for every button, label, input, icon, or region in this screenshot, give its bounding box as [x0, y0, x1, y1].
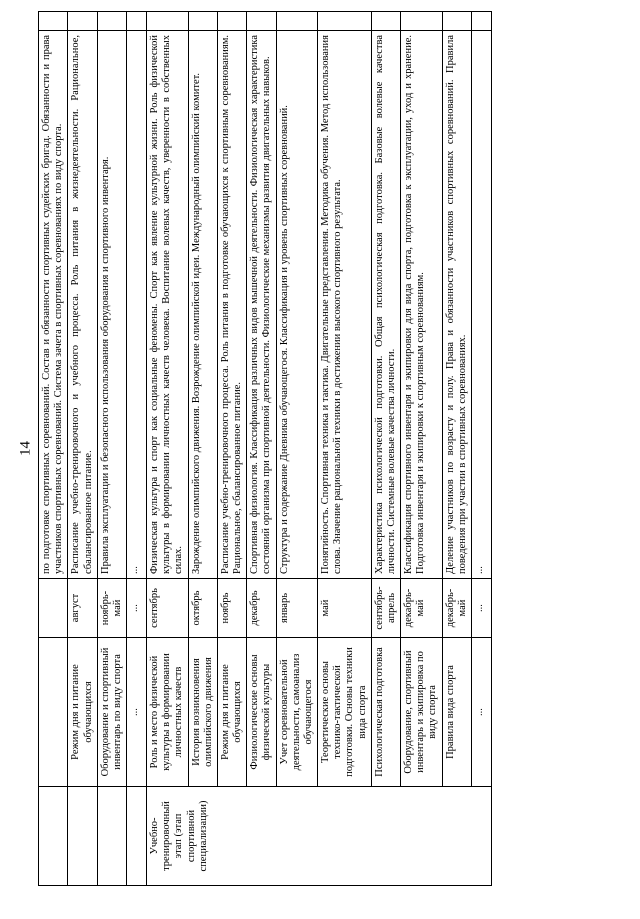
stage-cell	[39, 787, 68, 886]
spacer-cell	[188, 12, 217, 31]
rotated-page-content	[38, 11, 578, 886]
content-cell: Деление участников по возрасту и полу. Права и обязанности участников спортивных соревнований. Правила поведения при участии в спортивных соревнованиях.	[442, 31, 471, 579]
topic-cell: ...	[127, 638, 147, 787]
month-cell: декабрь	[247, 579, 276, 638]
content-cell: по подготовке спортивных соревнований. Состав и обязанности спортивных судейских бригад. Обязанности и права участников спортивных соревнований. Система зачета в спортивных соревнованиях по виду спорта.	[39, 31, 68, 579]
month-cell: май	[318, 579, 372, 638]
table-row-ellipsis	[127, 12, 147, 886]
spacer-cell	[371, 12, 400, 31]
table-row	[217, 12, 246, 886]
month-cell: ...	[127, 579, 147, 638]
stage-cell	[68, 787, 97, 886]
table-row	[68, 12, 97, 886]
table-row	[276, 12, 318, 886]
topic-cell: ...	[471, 638, 491, 787]
table-row	[247, 12, 276, 886]
content-cell: Классификация спортивного инвентаря и экипировки для вида спорта, подготовка к эксплуатации, уход и хранение. Подготовка инвентаря и экипировки к спортивным соревнованиям.	[401, 31, 443, 579]
spacer-cell	[247, 12, 276, 31]
month-cell: ноябрь-май	[97, 579, 126, 638]
content-cell: Расписание учебно-тренировочного процесса. Роль питания в подготовке обучающихся к спортивным соревнованиям. Рациональное, сбалансированное питание.	[217, 31, 246, 579]
topic-cell: Роль и место физической культуры в формировании личностных качеств	[147, 638, 189, 787]
content-cell: Расписание учебно-тренировочного и учебного процесса. Роль питания в жизнедеятельности. Рациональное, сбалансированное питание.	[68, 31, 97, 579]
topic-cell: Теоретические основы технико-тактической подготовки. Основы техники вида спорта	[318, 638, 372, 787]
stage-label: Учебно-тренировочный этап (этап спортивной специализации)	[147, 787, 492, 886]
month-cell	[39, 579, 68, 638]
content-cell: Понятийность. Спортивная техника и тактика. Двигательные представления. Методика обучения. Метод использования слова. Значение рациональной техники в достижении высокого спортивного результата.	[318, 31, 372, 579]
content-cell: Характеристика психологической подготовки. Общая психологическая подготовка. Базовые волевые качества личности. Системные волевые качества личности.	[371, 31, 400, 579]
month-cell: сентябрь-апрель	[371, 579, 400, 638]
spacer-cell	[39, 12, 68, 31]
topic-cell: Правила вида спорта	[442, 638, 471, 787]
topic-cell: Режим дня и питание обучающихся	[68, 638, 97, 787]
spacer-cell	[471, 12, 491, 31]
page-number: 14	[17, 441, 34, 456]
topic-cell: Физиологические основы физической культуры	[247, 638, 276, 787]
stage-cell	[127, 787, 147, 886]
spacer-cell	[97, 12, 126, 31]
table-row	[401, 12, 443, 886]
month-cell: октябрь	[188, 579, 217, 638]
table-row	[97, 12, 126, 886]
month-cell: декабрь-май	[442, 579, 471, 638]
spacer-cell	[68, 12, 97, 31]
table-row	[147, 12, 189, 886]
training-plan-table	[38, 11, 492, 886]
spacer-cell	[442, 12, 471, 31]
month-cell: декабрь-май	[401, 579, 443, 638]
topic-cell: Оборудование, спортивный инвентарь и экипировка по виду спорта	[401, 638, 443, 787]
table-row	[39, 12, 68, 886]
topic-cell: Учет соревновательной деятельности, самоанализ обучающегося	[276, 638, 318, 787]
topic-cell: Режим дня и питание обучающихся	[217, 638, 246, 787]
month-cell: август	[68, 579, 97, 638]
table-row	[318, 12, 372, 886]
content-cell: Структура и содержание Дневника обучающегося. Классификация и уровень спортивных соревнований.	[276, 31, 318, 579]
content-cell: Правила эксплуатации и безопасного использования оборудования и спортивного инвентаря.	[97, 31, 126, 579]
spacer-cell	[217, 12, 246, 31]
spacer-cell	[401, 12, 443, 31]
content-cell: ...	[471, 31, 491, 579]
content-cell: Физическая культура и спорт как социальные феномены. Спорт как явление культурной жизни. Роль физической культуры в формировании личностных качеств человека. Воспитание волевых качеств, уверенности в собственных силах.	[147, 31, 189, 579]
month-cell: сентябрь	[147, 579, 189, 638]
spacer-cell	[147, 12, 189, 31]
month-cell: ноябрь	[217, 579, 246, 638]
table-row	[371, 12, 400, 886]
spacer-cell	[276, 12, 318, 31]
table-row	[188, 12, 217, 886]
content-cell: Спортивная физиология. Классификация различных видов мышечной деятельности. Физиологическая характеристика состояний организма при спортивной деятельности. Физиологические механизмы развития двигательных навыков.	[247, 31, 276, 579]
topic-cell: Оборудование и спортивный инвентарь по виду спорта	[97, 638, 126, 787]
table-row-ellipsis	[471, 12, 491, 886]
topic-cell: Психологическая подготовка	[371, 638, 400, 787]
spacer-cell	[318, 12, 372, 31]
topic-cell: История возникновения олимпийского движения	[188, 638, 217, 787]
month-cell: январь	[276, 579, 318, 638]
spacer-cell	[127, 12, 147, 31]
stage-cell	[97, 787, 126, 886]
topic-cell	[39, 638, 68, 787]
month-cell: ...	[471, 579, 491, 638]
content-cell: ...	[127, 31, 147, 579]
table-row	[442, 12, 471, 886]
content-cell: Зарождение олимпийского движения. Возрождение олимпийской идеи. Международный олимпийский комитет.	[188, 31, 217, 579]
